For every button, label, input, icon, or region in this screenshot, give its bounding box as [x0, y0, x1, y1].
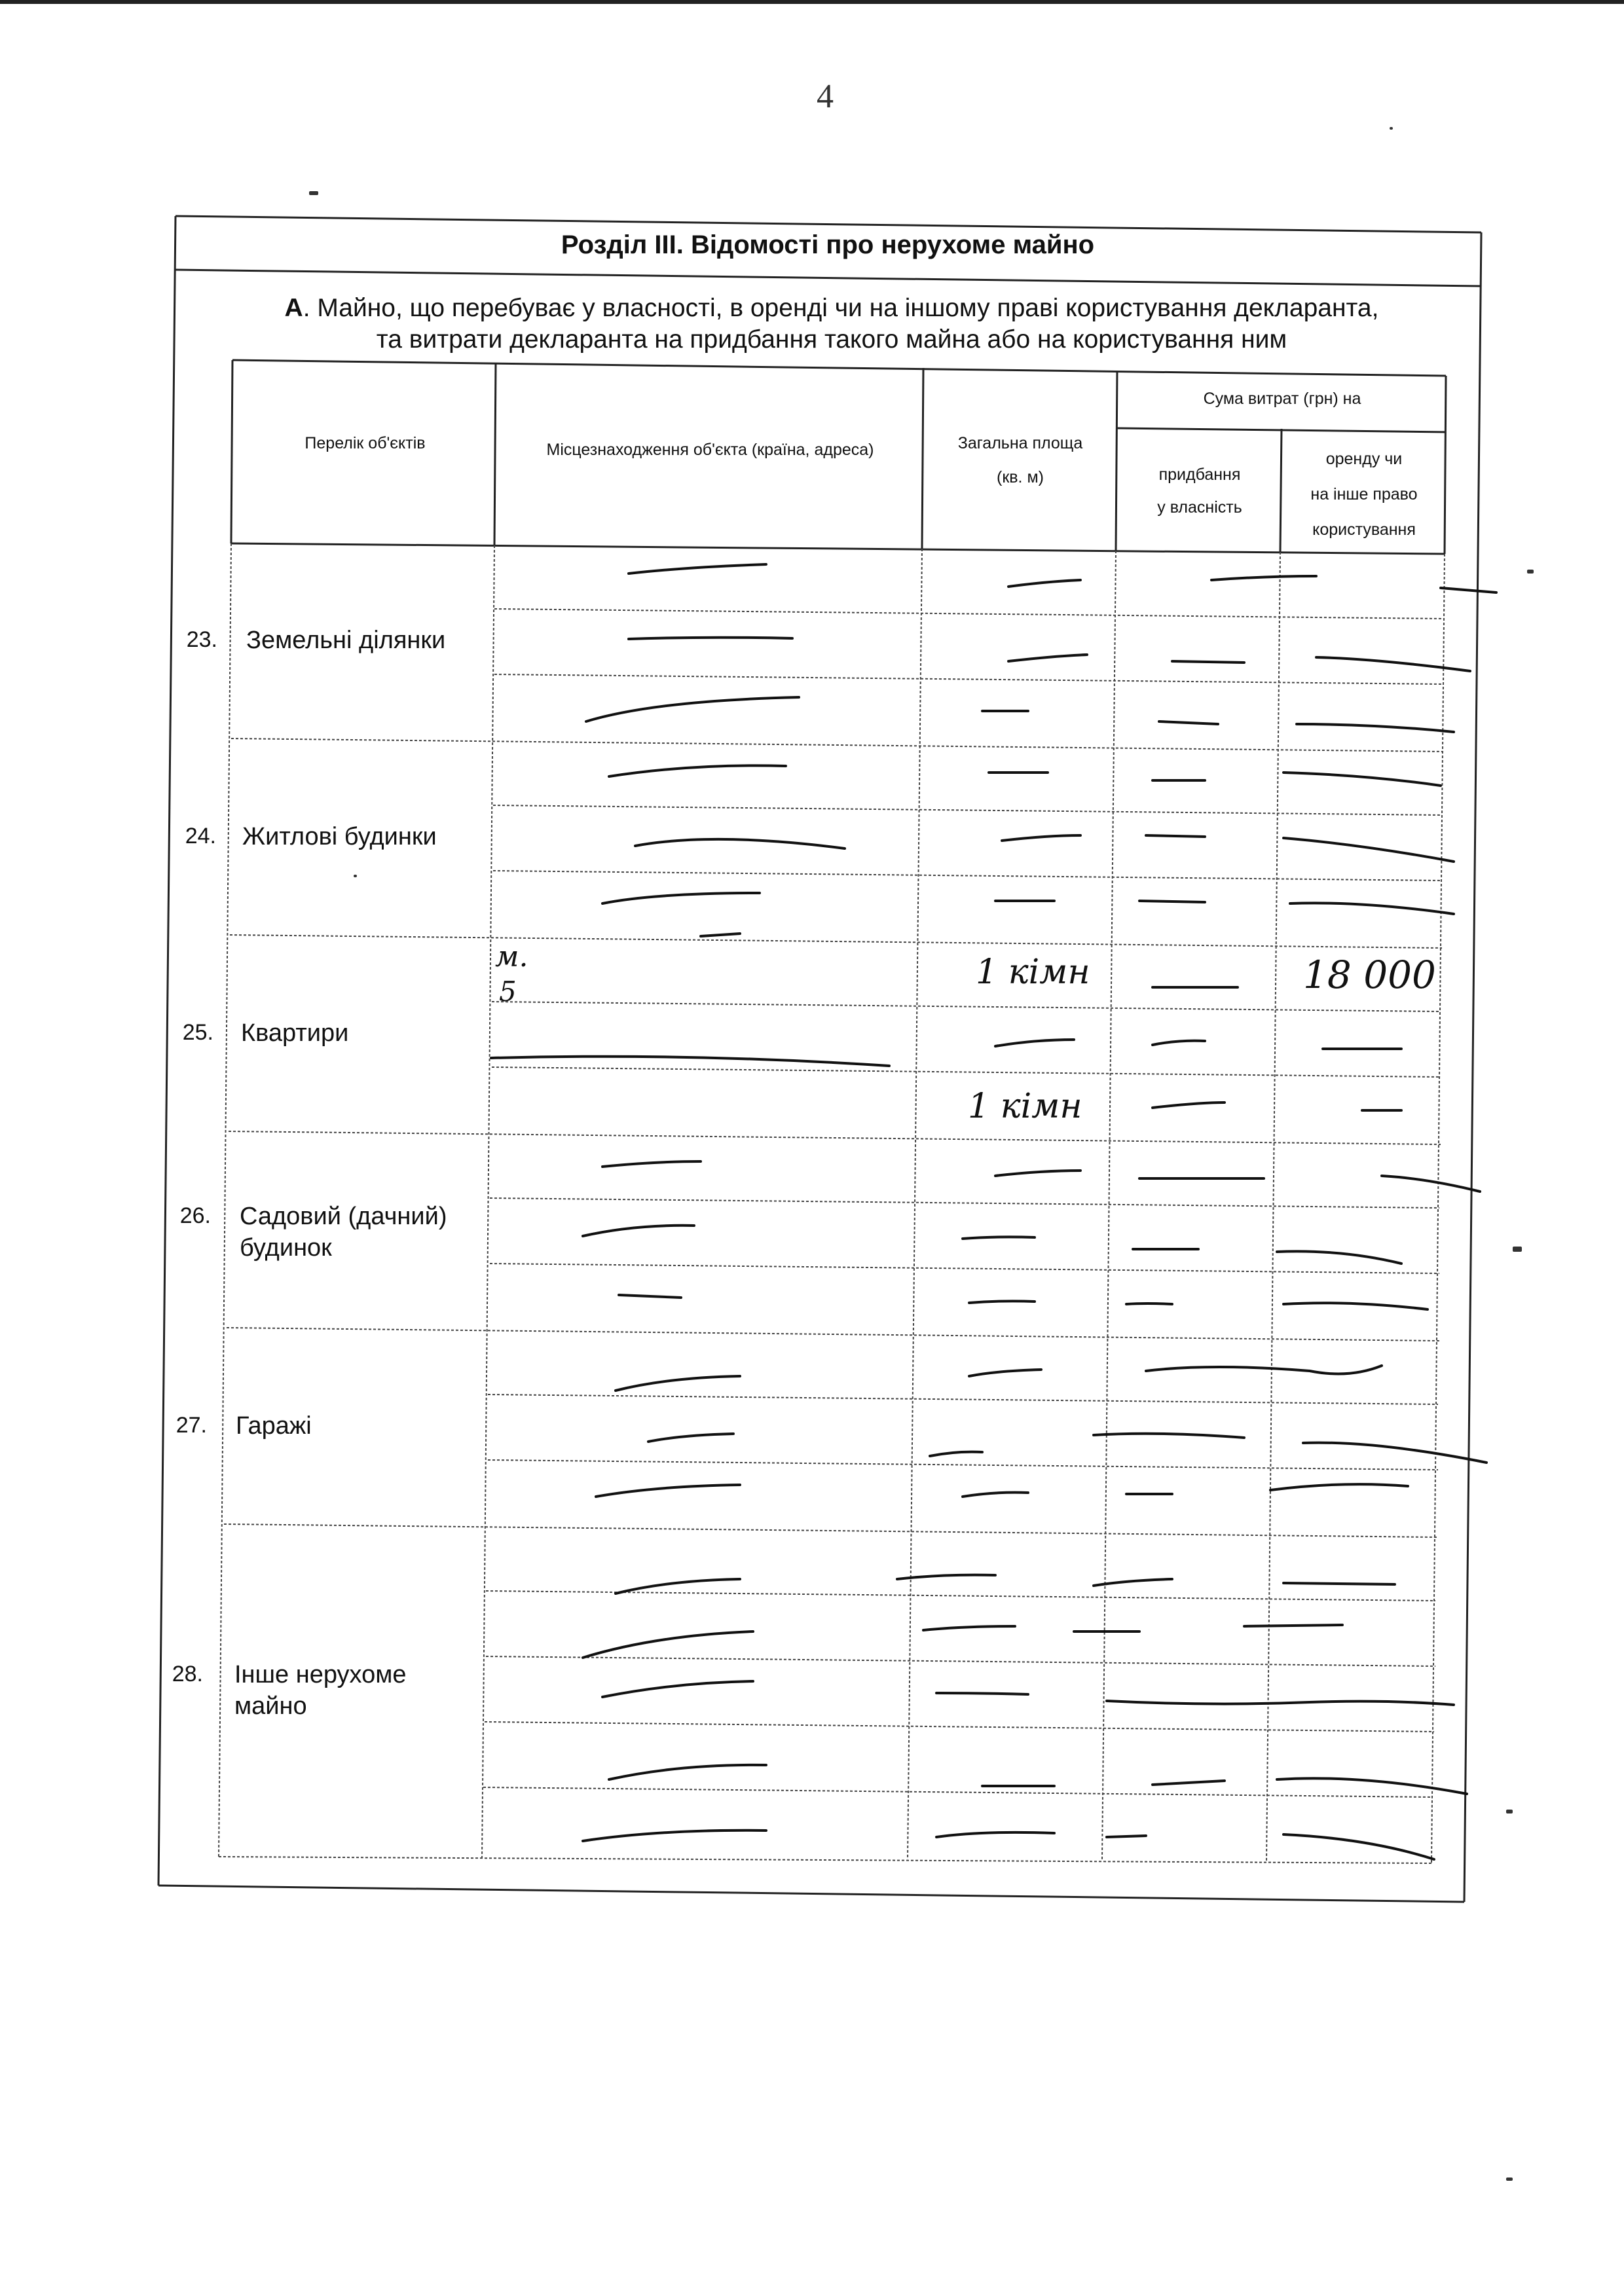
header-rent-line3: користування: [1312, 520, 1416, 539]
header-area: [925, 431, 1116, 490]
row-label: Квартири: [241, 1019, 349, 1047]
row-number: 26.: [179, 1203, 211, 1228]
header-purchase: [1118, 458, 1281, 524]
row-label-line2: будинок: [240, 1234, 332, 1262]
row-number: 27.: [175, 1413, 207, 1438]
header-rent-line2: на інше право: [1310, 485, 1418, 503]
part-a-heading-line2: та витрати декларанта на придбання такого майна або на користування ним: [376, 325, 1287, 354]
header-rent: [1283, 441, 1445, 547]
header-purchase-line2: у власність: [1157, 498, 1242, 517]
row-label-line2: майно: [234, 1692, 307, 1720]
header-objects: Перелік об'єктів: [304, 434, 426, 452]
section-title: Розділ III. Відомості про нерухоме майно: [561, 230, 1095, 259]
handwritten-area-2: 1 кімн: [968, 1087, 1082, 1126]
part-a-heading-line1: . Майно, що перебуває у власності, в оренді чи на іншому праві користування декларанта,: [303, 294, 1379, 322]
row-number: 23.: [186, 627, 217, 652]
row-label: [240, 1201, 447, 1264]
handwritten-area-1: 1 кімн: [976, 953, 1090, 992]
page-number: 4: [817, 78, 834, 115]
part-a-heading: [216, 293, 1447, 355]
header-area-line2: (кв. м): [997, 468, 1044, 486]
handwritten-address-line1: м.: [495, 940, 528, 974]
header-area-line1: Загальна площа: [957, 434, 1083, 452]
handwritten-rent-amount: 18 000: [1303, 953, 1436, 997]
row-label: Земельні ділянки: [246, 627, 446, 654]
row-label-line1: Садовий (дачний): [240, 1203, 447, 1230]
header-purchase-line1: придбання: [1158, 465, 1241, 484]
row-label-line1: Інше нерухоме: [234, 1661, 407, 1688]
row-number: 28.: [172, 1662, 203, 1686]
part-a-letter: А: [284, 294, 303, 322]
row-label: Житлові будинки: [242, 823, 437, 850]
row-label: Гаражі: [236, 1412, 312, 1440]
row-number: 24.: [185, 824, 216, 848]
row-number: 25.: [182, 1020, 213, 1045]
header-rent-line1: оренду чи: [1325, 450, 1403, 468]
row-label: [234, 1659, 407, 1722]
handwritten-address-line2: 5: [499, 975, 517, 1008]
header-location: Місцезнаходження об'єкта (країна, адреса): [546, 441, 874, 459]
header-costs: Сума витрат (грн) на: [1203, 390, 1361, 408]
